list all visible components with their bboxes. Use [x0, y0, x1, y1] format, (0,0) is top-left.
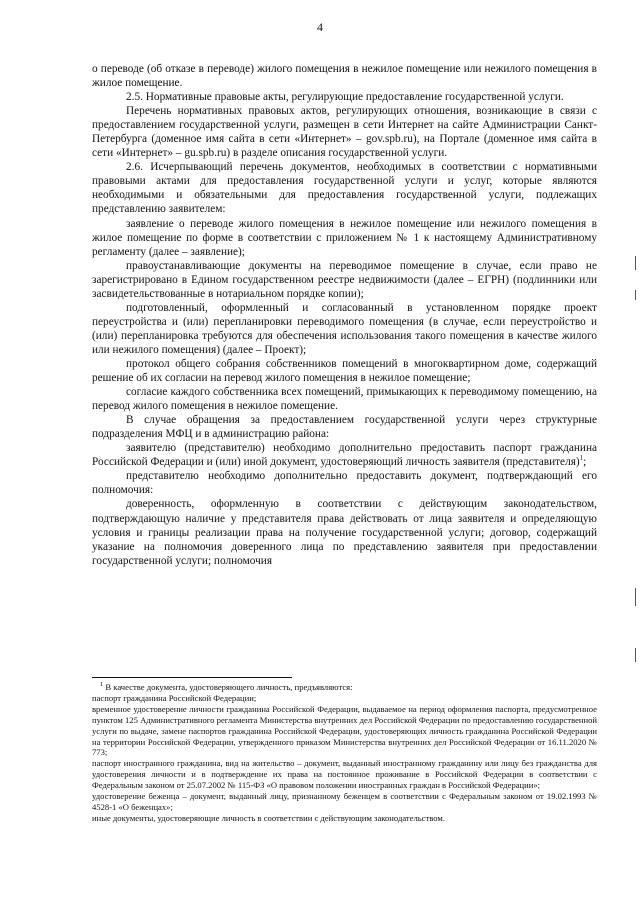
- paragraph: Перечень нормативных правовых актов, регулирующих отношения, возникающие в связи с предоставлением государственной услуги, размещен в сети Интернет на сайте Администрации Санкт-Петербурга (доменное имя сайта в сети «Интернет» – gov.spb.ru), на Портале (доменное имя сайта в сети «Интернет» – gu.spb.ru) в разделе описания государственной услуги.: [92, 105, 597, 160]
- scan-artifact: [635, 648, 636, 662]
- paragraph-text: заявителю (представителю) необходимо дополнительно предоставить паспорт гражданина Российской Федерации и (или) иной документ, удостоверяющий личность заявителя (представителя): [92, 442, 597, 469]
- footnote-text: В качестве документа, удостоверяющего личность, предъявляются:: [105, 682, 353, 692]
- paragraph: протокол общего собрания собственников помещений в многоквартирном доме, содержащий решение об их согласии на перевод жилого помещения в нежилое помещение;: [92, 357, 597, 385]
- paragraph: В случае обращения за предоставлением государственной услуги через структурные подразделения МФЦ и в администрацию района:: [92, 414, 597, 441]
- paragraph: 2.6. Исчерпывающий перечень документов, необходимых в соответствии с нормативными правовыми актами для предоставления государственной услуги и услуг, которые являются необходимыми и обязательными для предоставления государственной услуги, подлежащих представлению заявителем:: [92, 161, 597, 216]
- footnote-divider: [92, 677, 292, 678]
- footnote-line: удостоверение беженца – документ, выданный лицу, признанному беженцем в соответствии с Федеральным законом от 19.02.1993 № 4528-1 «О беженцах»;: [92, 791, 597, 812]
- footnote-line: временное удостоверение личности гражданина Российской Федерации, выдаваемое на период оформления паспорта, предусмотренное пунктом 125 Административного регламента Министерства внутренних дел Российской Федерации по предоставлению государственной услуги по выдаче, замене паспортов гражданина Российской Федерации, удостоверяющих личность гражданина Российской Федерации на территории Российской Федерации, утвержденного приказом Министерства внутренних дел Российской Федерации от 16.11.2020 № 773;: [92, 703, 597, 758]
- paragraph: правоустанавливающие документы на переводимое помещение в случае, если право не зарегистрировано в Едином государственном реестре недвижимости (далее – ЕГРН) (подлинники или засвидетельствованные в нотариальном порядке копии);: [92, 259, 597, 300]
- paragraph: согласие каждого собственника всех помещений, примыкающих к переводимому помещению, на перевод жилого помещения в нежилое помещение.: [92, 386, 597, 413]
- footnotes: [92, 682, 597, 824]
- footnote-reference[interactable]: 1: [579, 454, 584, 463]
- paragraph: 2.5. Нормативные правовые акты, регулирующие предоставление государственной услуги.: [126, 91, 564, 104]
- paragraph: подготовленный, оформленный и согласованный в установленном порядке проект переустройства и (или) перепланировки переводимого помещения (в случае, если переустройство и (или) перепланировка требуются для обеспечения использования такого помещения в качестве жилого или нежилого помещения) (далее – Проект);: [92, 301, 597, 356]
- paragraph: представителю необходимо дополнительно предоставить документ, подтверждающий его полномочия:: [92, 470, 597, 497]
- footnote-line: паспорт иностранного гражданина, вид на жительство – документ, выданный иностранному гражданину или лицу без гражданства для удостоверения личности и в подтверждение их права на постоянное проживание в Российской Федерации в соответствии с Федеральным законом от 25.07.2002 № 115-ФЗ «О правовом положении иностранных граждан в Российской Федерации»;: [92, 758, 597, 791]
- paragraph: о переводе (об отказе в переводе) жилого помещения в нежилое помещение или нежилого помещения в жилое помещение.: [92, 63, 597, 90]
- scan-artifact: [635, 588, 636, 606]
- body-text: [92, 62, 597, 568]
- paragraph-punctuation: ;: [583, 456, 587, 469]
- scan-artifact: [635, 256, 636, 270]
- page-number: 4: [317, 20, 323, 34]
- scan-artifact: [635, 290, 636, 300]
- footnote-line: [92, 682, 597, 693]
- footnote-mark: 1: [100, 681, 104, 689]
- paragraph: заявление о переводе жилого помещения в нежилое помещение или нежилого помещения в жилое помещение по форме в соответствии с приложением № 1 к настоящему Административному регламенту (далее – заявление);: [92, 217, 597, 258]
- footnote-line: паспорт гражданина Российской Федерации;: [92, 692, 257, 703]
- paragraph-with-footnote: [92, 441, 597, 469]
- footnote-line: иные документы, удостоверяющие личность в соответствии с действующим законодательством.: [92, 812, 445, 823]
- paragraph: доверенность, оформленную в соответствии с действующим законодательством, подтверждающую наличие у представителя права действовать от лица заявителя и определяющую условия и границы реализации права на получение государственной услуги; договор, содержащий указание на полномочия доверенного лица по представлению заявителя при предоставлении государственной услуги; полномочия: [92, 498, 597, 567]
